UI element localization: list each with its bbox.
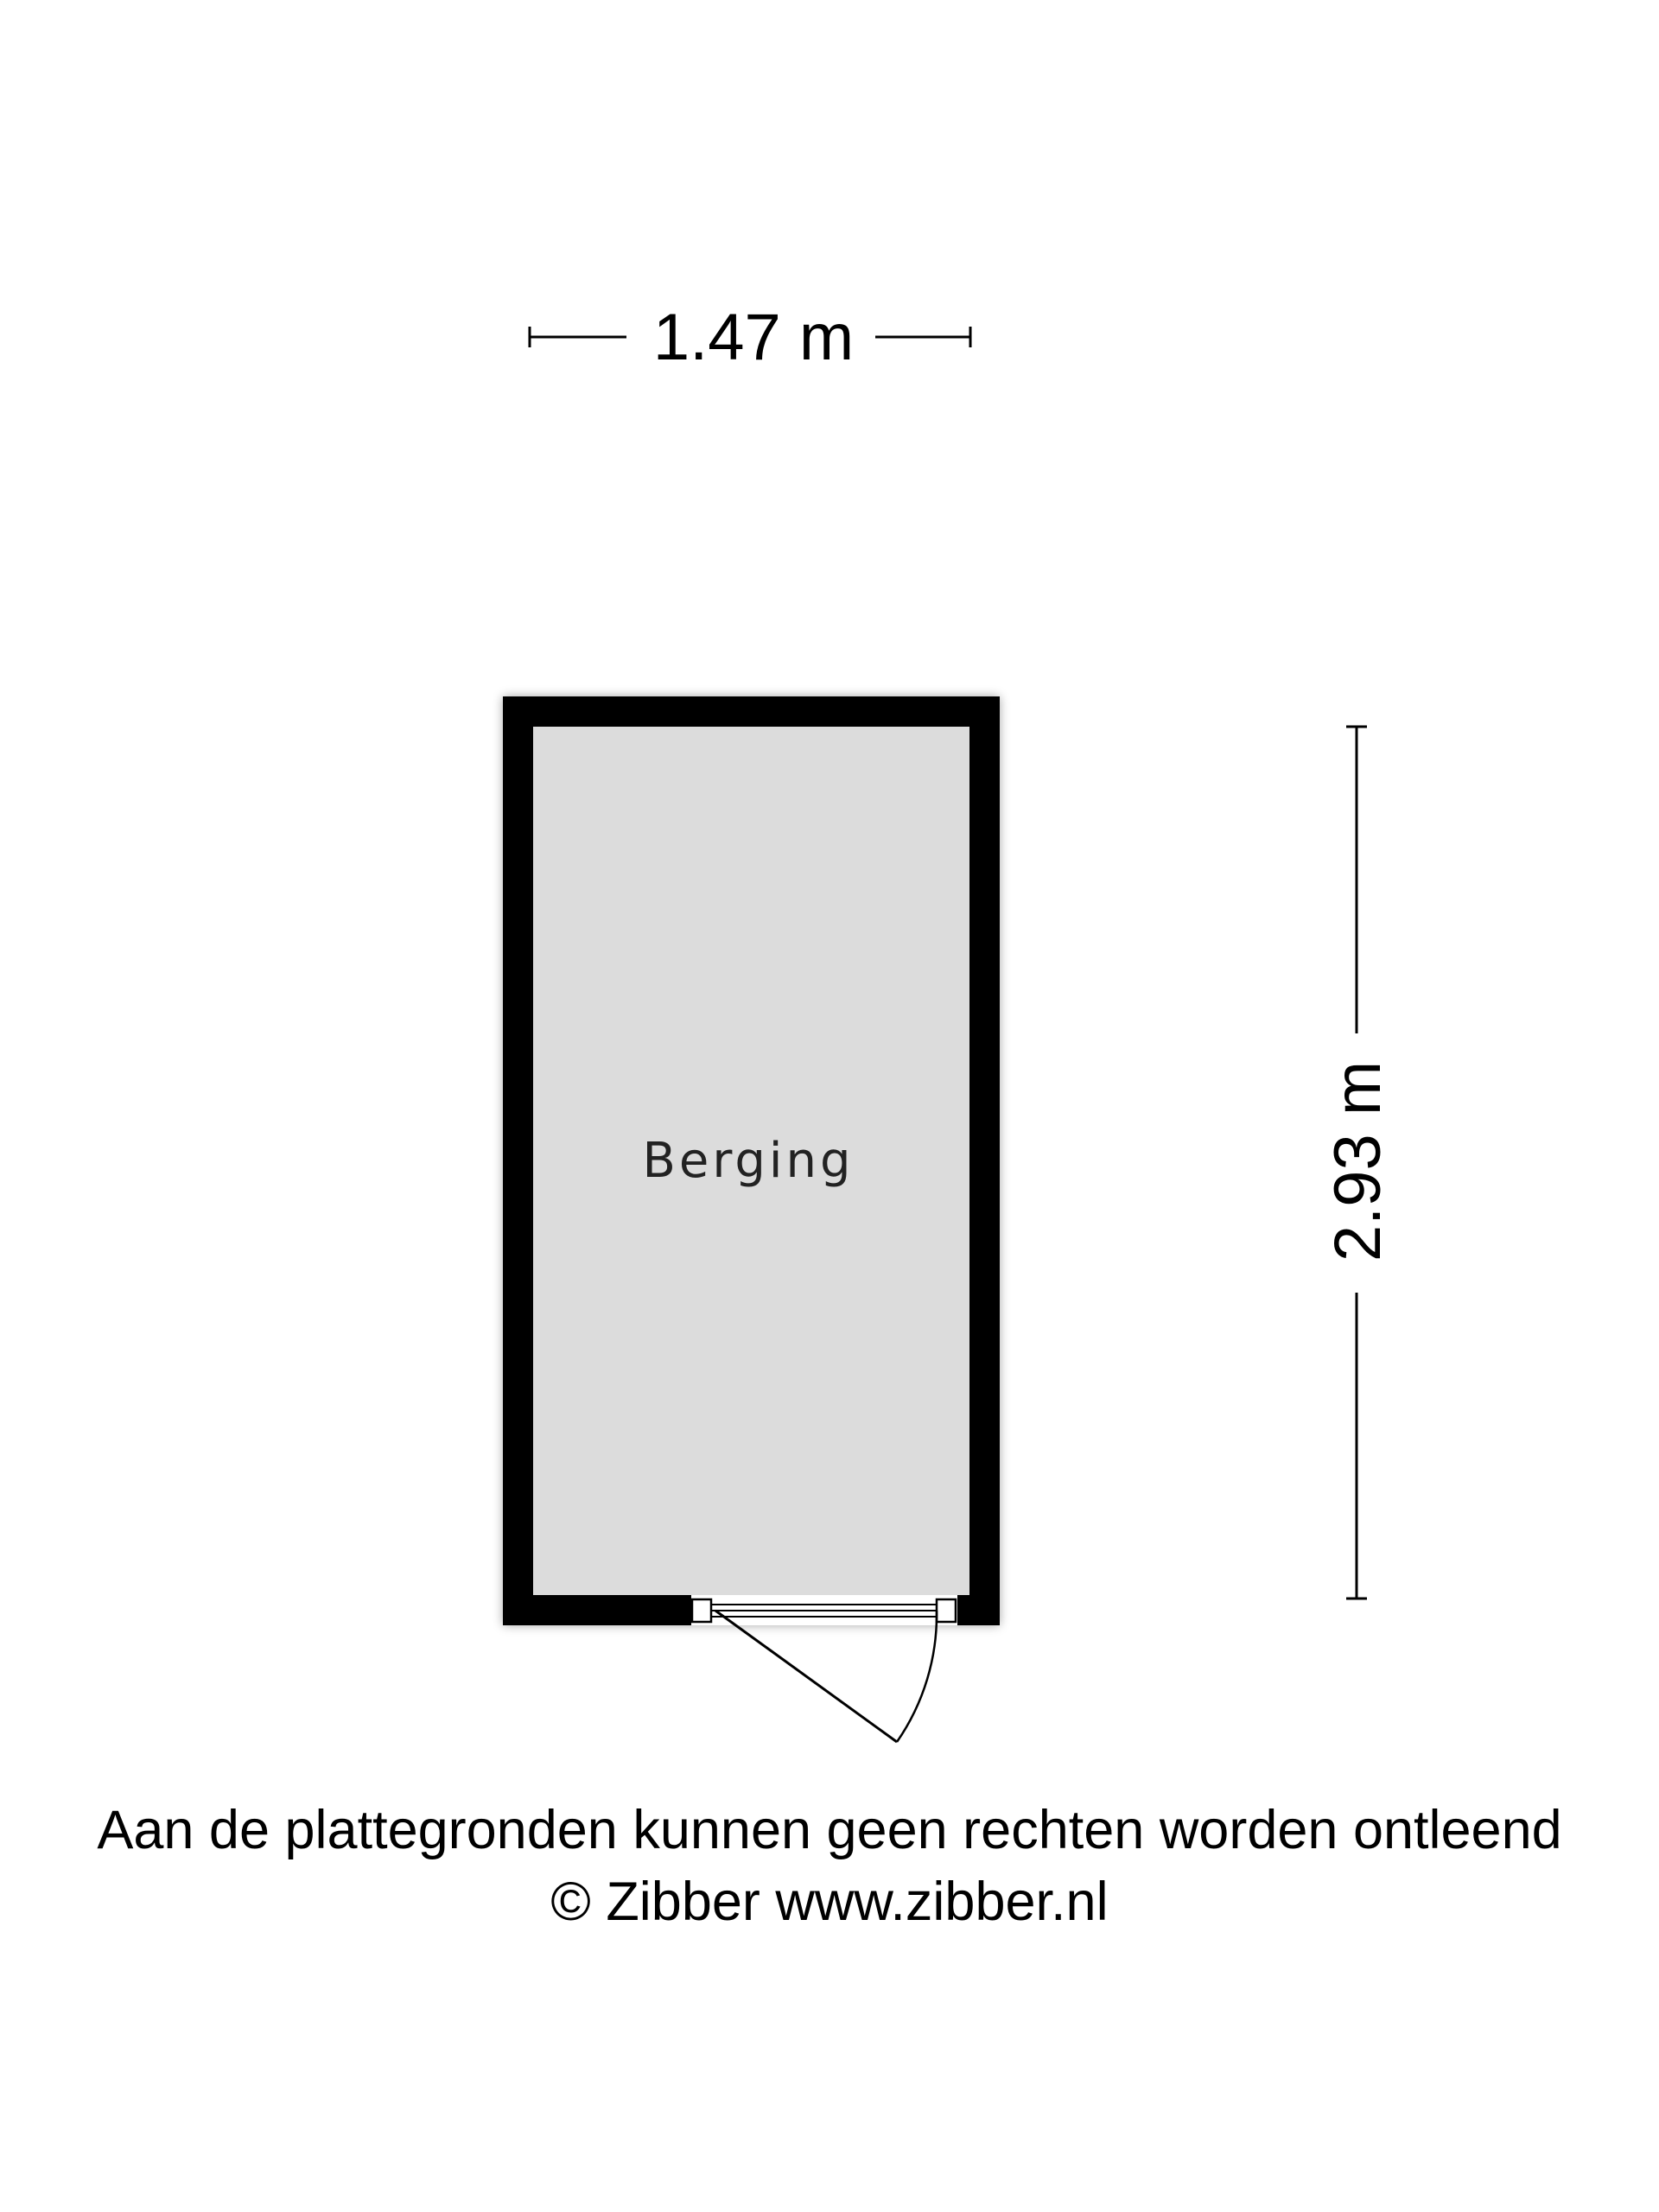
room-label: Berging xyxy=(642,1133,855,1189)
disclaimer-text: Aan de plattegronden kunnen geen rechten worden ontleend xyxy=(97,1800,1562,1860)
width-dimension xyxy=(530,301,970,374)
width-dimension-label: 1.47 m xyxy=(652,301,855,374)
copyright-text: © Zibber www.zibber.nl xyxy=(550,1872,1109,1932)
door-jamb-left xyxy=(692,1599,711,1622)
height-dimension-label: 2.93 m xyxy=(1321,1060,1395,1262)
door-swing-arc xyxy=(897,1611,937,1742)
door-jamb-right xyxy=(937,1599,956,1622)
door-leaf xyxy=(715,1611,897,1742)
room-berging xyxy=(503,696,1000,1742)
height-dimension xyxy=(1321,727,1395,1599)
